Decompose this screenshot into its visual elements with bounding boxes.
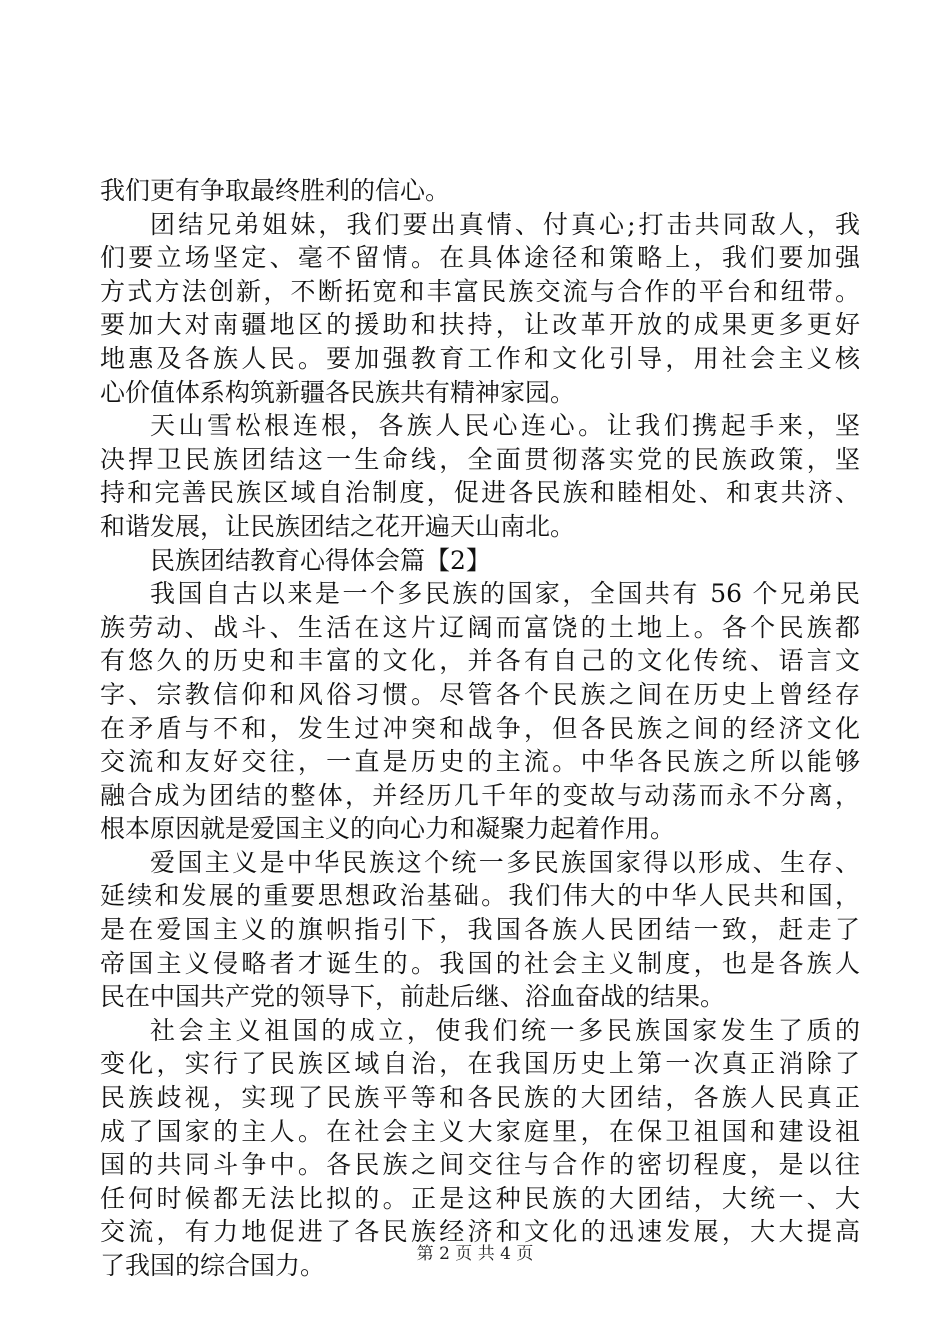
text-line: 有悠久的历史和丰富的文化，并各有自己的文化传统、语言文 <box>100 646 860 676</box>
text-line: 持和完善民族区域自治制度，促进各民族和睦相处、和衷共济、 <box>100 478 860 508</box>
text-line: 是在爱国主义的旗帜指引下，我国各族人民团结一致，赶走了 <box>100 915 860 945</box>
text-line: 地惠及各族人民。要加强教育工作和文化引导，用社会主义核 <box>100 343 860 373</box>
text-line: 天山雪松根连根，各族人民心连心。让我们携起手来，坚 <box>150 411 860 441</box>
text-line: 决捍卫民族团结这一生命线，全面贯彻落实党的民族政策，坚 <box>100 444 860 474</box>
text-line: 国的共同斗争中。各民族之间交往与合作的密切程度，是以往 <box>100 1150 860 1180</box>
text-line: 延续和发展的重要思想政治基础。我们伟大的中华人民共和国， <box>100 881 860 911</box>
text-line: 交流和友好交往，一直是历史的主流。中华各民族之所以能够 <box>100 747 860 777</box>
text-line: 根本原因就是爱国主义的向心力和凝聚力起着作用。 <box>100 814 676 844</box>
text-line: 变化，实行了民族区域自治，在我国历史上第一次真正消除了 <box>100 1049 860 1079</box>
text-line: 心价值体系构筑新疆各民族共有精神家园。 <box>100 377 576 407</box>
text-line: 和谐发展，让民族团结之花开遍天山南北。 <box>100 511 576 541</box>
text-line: 在矛盾与不和，发生过冲突和战争，但各民族之间的经济文化 <box>100 713 860 743</box>
text-line: 族劳动、战斗、生活在这片辽阔而富饶的土地上。各个民族都 <box>100 612 860 642</box>
text-line: 我国自古以来是一个多民族的国家，全国共有 56 个兄弟民 <box>150 579 860 609</box>
text-line: 了我国的综合国力。 <box>100 1251 326 1280</box>
text-line: 成了国家的主人。在社会主义大家庭里，在保卫祖国和建设祖 <box>100 1116 860 1146</box>
text-line: 方式方法创新，不断拓宽和丰富民族交流与合作的平台和纽带。 <box>100 276 860 306</box>
text-line: 字、宗教信仰和风俗习惯。尽管各个民族之间在历史上曾经存 <box>100 679 860 709</box>
text-line: 要加大对南疆地区的援助和扶持，让改革开放的成果更多更好 <box>100 310 860 340</box>
text-line: 民在中国共产党的领导下，前赴后继、浴血奋战的结果。 <box>100 982 726 1012</box>
text-line: 任何时候都无法比拟的。正是这种民族的大团结，大统一、大 <box>100 1183 860 1213</box>
text-line: 团结兄弟姐妹，我们要出真情、付真心;打击共同敌人，我 <box>150 209 860 239</box>
text-line: 爱国主义是中华民族这个统一多民族国家得以形成、生存、 <box>150 847 860 877</box>
document-body <box>100 174 860 1283</box>
text-line: 我们更有争取最终胜利的信心。 <box>100 176 451 205</box>
text-line: 民族歧视，实现了民族平等和各民族的大团结，各族人民真正 <box>100 1083 860 1113</box>
page-footer: 第 2 页 共 4 页 <box>416 1244 534 1264</box>
text-line: 民族团结教育心得体会篇【2】 <box>150 545 491 575</box>
text-line: 融合成为团结的整体，并经历几千年的变故与动荡而永不分离， <box>100 780 860 810</box>
text-line: 交流，有力地促进了各民族经济和文化的迅速发展，大大提高 <box>100 1217 860 1247</box>
text-line: 社会主义祖国的成立，使我们统一多民族国家发生了质的 <box>150 1015 860 1045</box>
text-line: 们要立场坚定、毫不留情。在具体途径和策略上，我们要加强 <box>100 243 860 273</box>
text-line: 帝国主义侵略者才诞生的。我国的社会主义制度，也是各族人 <box>100 948 860 978</box>
